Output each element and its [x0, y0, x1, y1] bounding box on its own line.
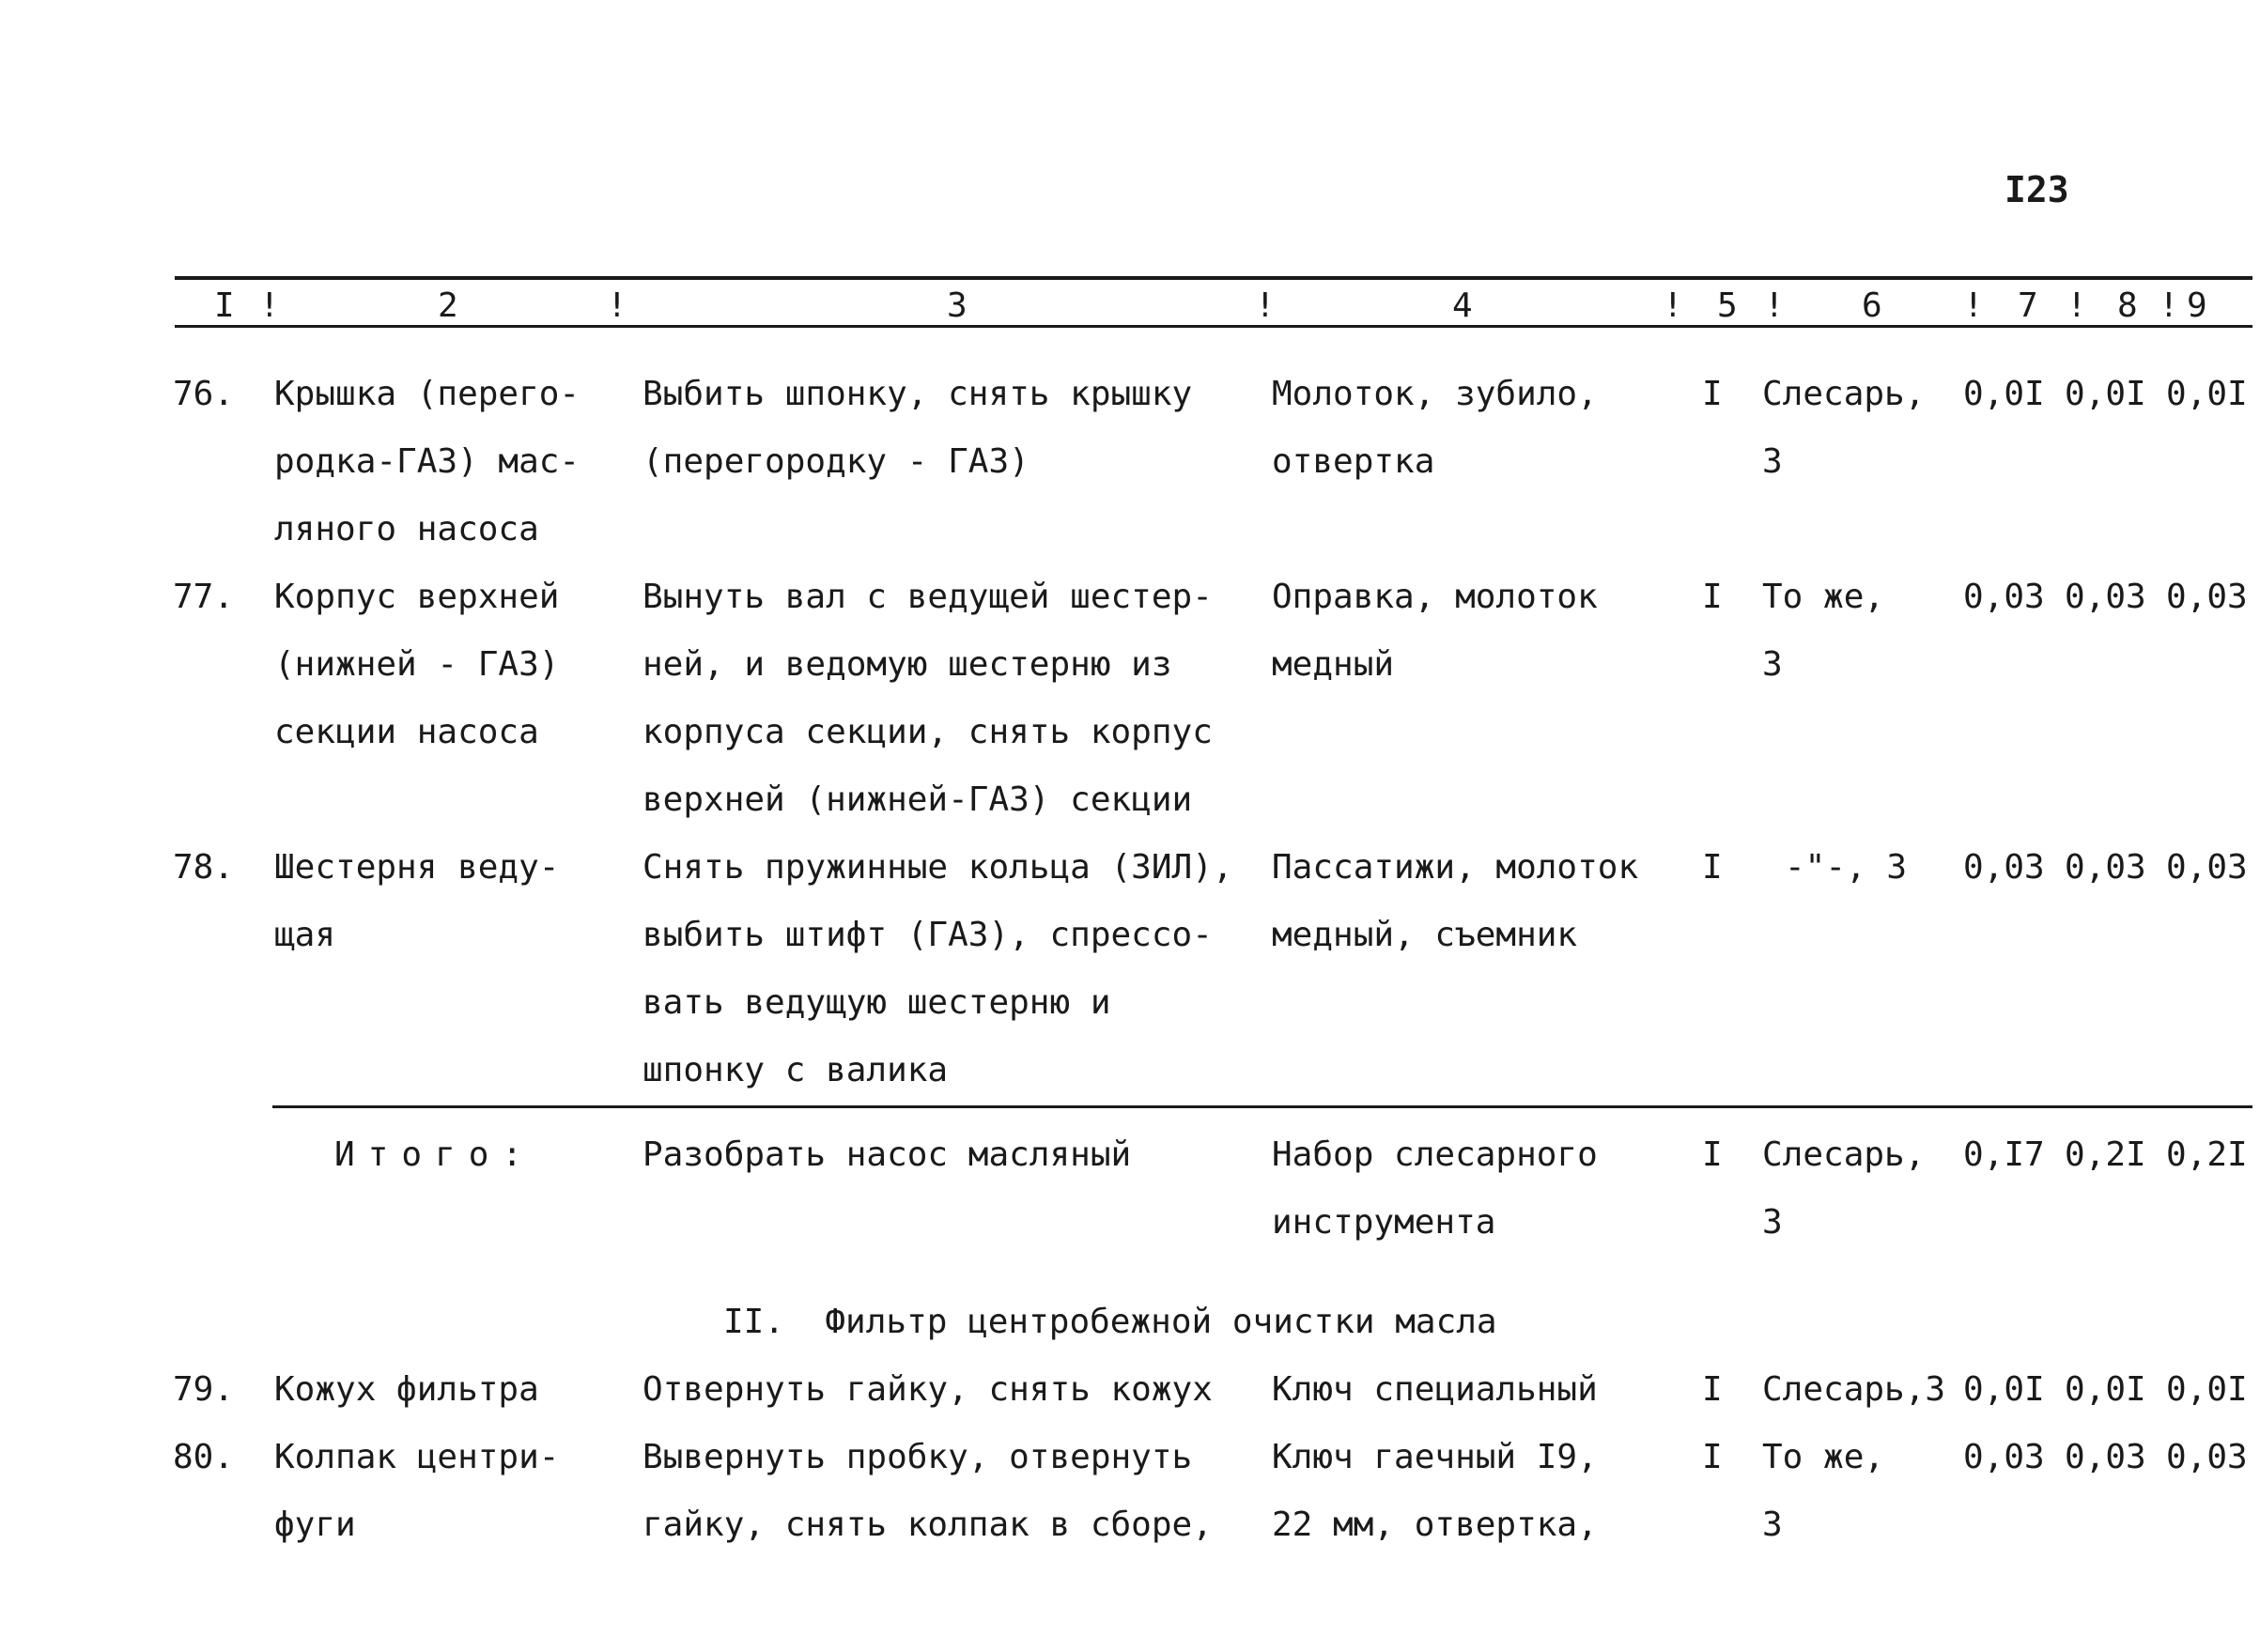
value-col-7: 0,0I	[1963, 1370, 2045, 1409]
operation-text: шпонку с валика	[642, 1051, 949, 1089]
header-sep: !	[607, 286, 627, 325]
worker-count: I	[1702, 848, 1723, 887]
operation-text: ней, и ведомую шестерню из	[642, 645, 1172, 684]
header-sep: !	[259, 286, 280, 325]
part-name: Крышка (перего-	[274, 375, 580, 413]
header-sep: !	[1764, 286, 1785, 325]
section-title: II. Фильтр центробежной очистки масла	[723, 1303, 1497, 1341]
worker-grade: -"-, 3	[1785, 848, 1908, 887]
value-col-9: 0,03	[2166, 578, 2248, 616]
row-number: 76.	[173, 375, 235, 413]
tools-text: медный, съемник	[1272, 916, 1578, 954]
header-col-7: 7	[2018, 286, 2038, 325]
value-col-8: 0,2I	[2065, 1135, 2146, 1174]
operation-text: Выбить шпонку, снять крышку	[642, 375, 1193, 413]
value-col-9: 0,03	[2166, 848, 2248, 887]
header-col-8: 8	[2117, 286, 2138, 325]
operation-text: гайку, снять колпак в сборе,	[642, 1505, 1213, 1544]
value-col-8: 0,03	[2065, 578, 2146, 616]
total-label: Итого:	[334, 1135, 536, 1174]
header-col-2: 2	[438, 286, 458, 325]
tools-text: отвертка	[1272, 442, 1435, 481]
header-col-1: I	[214, 286, 235, 325]
worker-grade: Слесарь,	[1762, 375, 1926, 413]
tools-text: Пассатижи, молоток	[1272, 848, 1639, 887]
tools-text: Оправка, молоток	[1272, 578, 1598, 616]
value-col-9: 0,03	[2166, 1438, 2248, 1476]
worker-count: I	[1702, 578, 1723, 616]
value-col-7: 0,I7	[1963, 1135, 2045, 1174]
row-number: 77.	[173, 578, 235, 616]
worker-grade: То же,	[1762, 1438, 1885, 1476]
page-number: I23	[2005, 169, 2069, 210]
value-col-9: 0,0I	[2166, 1370, 2248, 1409]
worker-grade: 3	[1762, 1203, 1783, 1242]
value-col-7: 0,03	[1963, 578, 2045, 616]
worker-count: I	[1702, 375, 1723, 413]
operation-text: вать ведущую шестерню и	[642, 983, 1111, 1022]
worker-count: I	[1702, 1438, 1723, 1476]
operation-text: Вывернуть пробку, отвернуть	[642, 1438, 1193, 1476]
operation-text: Снять пружинные кольца (ЗИЛ),	[642, 848, 1233, 887]
value-col-9: 0,2I	[2166, 1135, 2248, 1174]
worker-count: I	[1702, 1135, 1723, 1174]
tools-text: Молоток, зубило,	[1272, 375, 1598, 413]
operation-text: Разобрать насос масляный	[642, 1135, 1132, 1174]
total-rule	[272, 1105, 2252, 1108]
row-number: 80.	[173, 1438, 235, 1476]
value-col-8: 0,0I	[2065, 1370, 2146, 1409]
value-col-8: 0,03	[2065, 848, 2146, 887]
value-col-9: 0,0I	[2166, 375, 2248, 413]
tools-text: Ключ специальный	[1272, 1370, 1598, 1409]
header-sep: !	[2159, 286, 2179, 325]
part-name: (нижней - ГАЗ)	[274, 645, 560, 684]
header-sep: !	[1963, 286, 1984, 325]
operation-text: выбить штифт (ГАЗ), спрессо-	[642, 916, 1213, 954]
worker-grade: Слесарь,3	[1762, 1370, 1946, 1409]
header-col-9: 9	[2187, 286, 2207, 325]
operation-text: Отвернуть гайку, снять кожух	[642, 1370, 1213, 1409]
header-bottom-rule	[175, 325, 2252, 328]
part-name: Корпус верхней	[274, 578, 560, 616]
worker-count: I	[1702, 1370, 1723, 1409]
worker-grade: 3	[1762, 645, 1783, 684]
header-col-5: 5	[1717, 286, 1738, 325]
tools-text: медный	[1272, 645, 1395, 684]
table-top-rule	[175, 276, 2252, 280]
header-sep: !	[2067, 286, 2087, 325]
part-name: фуги	[274, 1505, 356, 1544]
value-col-8: 0,03	[2065, 1438, 2146, 1476]
part-name: ляного насоса	[274, 510, 539, 548]
worker-grade: То же,	[1762, 578, 1885, 616]
part-name: Кожух фильтра	[274, 1370, 539, 1409]
header-col-3: 3	[947, 286, 967, 325]
header-sep: !	[1255, 286, 1276, 325]
operation-text: (перегородку - ГАЗ)	[642, 442, 1029, 481]
row-number: 79.	[173, 1370, 235, 1409]
value-col-7: 0,0I	[1963, 375, 2045, 413]
tools-text: инструмента	[1272, 1203, 1496, 1242]
value-col-7: 0,03	[1963, 1438, 2045, 1476]
value-col-7: 0,03	[1963, 848, 2045, 887]
part-name: Колпак центри-	[274, 1438, 560, 1476]
worker-grade: 3	[1762, 442, 1783, 481]
part-name: Шестерня веду-	[274, 848, 560, 887]
tools-text: Набор слесарного	[1272, 1135, 1598, 1174]
operation-text: верхней (нижней-ГАЗ) секции	[642, 780, 1193, 819]
header-col-6: 6	[1862, 286, 1882, 325]
worker-grade: 3	[1762, 1505, 1783, 1544]
part-name: родка-ГАЗ) мас-	[274, 442, 580, 481]
tools-text: 22 мм, отвертка,	[1272, 1505, 1598, 1544]
header-sep: !	[1663, 286, 1683, 325]
tools-text: Ключ гаечный I9,	[1272, 1438, 1598, 1476]
header-col-4: 4	[1452, 286, 1473, 325]
worker-grade: Слесарь,	[1762, 1135, 1926, 1174]
row-number: 78.	[173, 848, 235, 887]
part-name: щая	[274, 916, 336, 954]
part-name: секции насоса	[274, 713, 539, 751]
operation-text: Вынуть вал с ведущей шестер-	[642, 578, 1213, 616]
operation-text: корпуса секции, снять корпус	[642, 713, 1213, 751]
value-col-8: 0,0I	[2065, 375, 2146, 413]
